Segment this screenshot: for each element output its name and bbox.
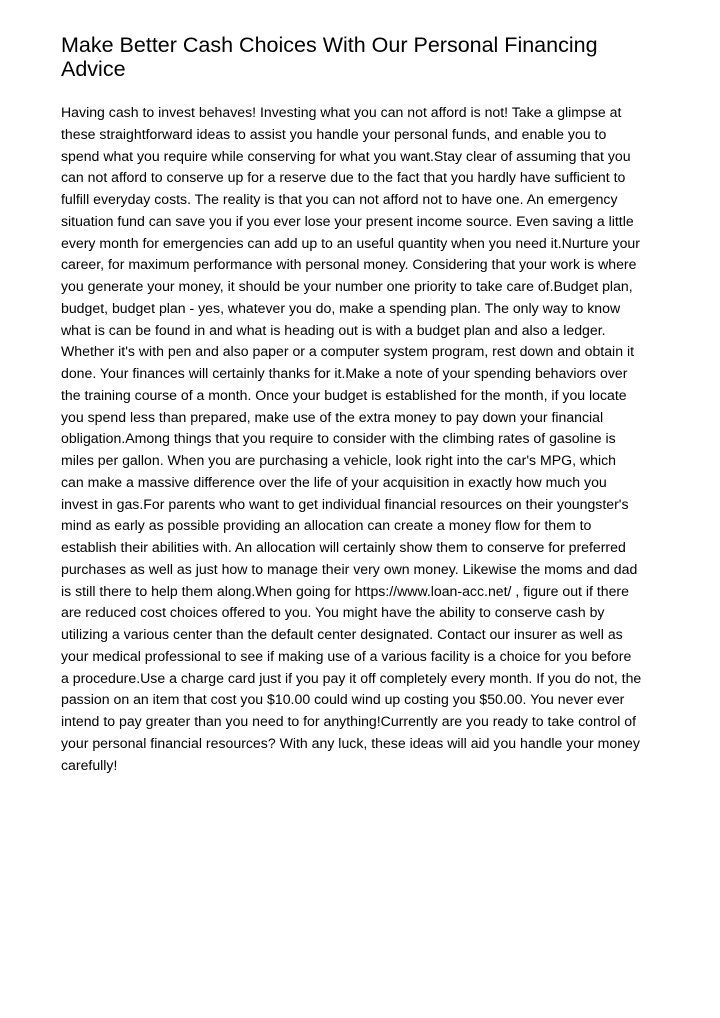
title-line: Advice [61, 57, 126, 81]
document-body [61, 102, 665, 776]
body-line: your medical professional to see if making use of a various facility is a choice for you before [61, 647, 632, 664]
body-line: mind as early as possible providing an allocation can create a money flow for them to [61, 517, 592, 534]
body-line: you generate your money, it should be your number one priority to take care of.Budget plan, [61, 278, 633, 294]
body-line: are reduced cost choices offered to you. You might have the ability to conserve cash by [61, 604, 605, 621]
body-line: invest in gas.For parents who want to get individual financial resources on their youngster's [61, 495, 629, 512]
body-line: intend to pay greater than you need to for anything!Currently are you ready to take control of [61, 713, 637, 729]
body-line: can not afford to conserve up for a reserve due to the fact that you hardly have sufficient to [61, 169, 626, 186]
body-line: passion on an item that cost you $10.00 could wind up costing you $50.00. You never ever [61, 691, 625, 708]
body-line: spend what you require while conserving for what you want.Stay clear of assuming that you [61, 147, 631, 164]
body-line: what is can be found in and what is heading out is with a budget plan and also a ledger. [61, 321, 606, 338]
body-line: utilizing a various center than the default center designated. Contact our insurer as well as [61, 626, 623, 642]
body-line: can make a massive difference over the life of your acquisition in exactly how much you [61, 473, 607, 490]
body-line: budget, budget plan - yes, whatever you do, make a spending plan. The only way to know [61, 299, 621, 316]
body-line: fulfill everyday costs. The reality is that you can not afford not to have one. An emergency [61, 191, 618, 207]
body-line: Whether it's with pen and also paper or a computer system program, rest down and obtain it [61, 343, 634, 360]
body-line: purchases as well as just how to manage their very own money. Likewise the moms and dad [61, 560, 638, 577]
body-line: miles per gallon. When you are purchasing a vehicle, look right into the car's MPG, which [61, 452, 616, 468]
body-line: you spend less than prepared, make use of the extra money to pay down your financial [61, 408, 604, 425]
body-line: done. Your finances will certainly thanks for it.Make a note of your spending behaviors over [61, 365, 628, 381]
body-line: carefully! [61, 756, 118, 773]
body-line: every month for emergencies can add up to an useful quantity when you need it.Nurture your [61, 234, 640, 251]
body-line: situation fund can save you if you ever lose your present income source. Even saving a little [61, 212, 634, 229]
body-line: the training course of a month. Once your budget is established for the month, if you locate [61, 386, 627, 403]
body-line: these straightforward ideas to assist you handle your personal funds, and enable you to [61, 125, 607, 142]
body-line: establish their abilities with. An allocation will certainly show them to conserve for preferred [61, 539, 626, 555]
body-line: is still there to help them along.When going for https://www.loan-acc.net/ , figure out if there [61, 582, 629, 599]
body-line: a procedure.Use a charge card just if you pay it off completely every month. If you do not, the [61, 669, 642, 686]
body-line: career, for maximum performance with personal money. Considering that your work is where [61, 256, 637, 273]
document-title [61, 33, 661, 81]
body-line: Having cash to invest behaves! Investing what you can not afford is not! Take a glimpse at [61, 104, 622, 120]
body-line: your personal financial resources? With any luck, these ideas will aid you handle your money [61, 734, 640, 751]
title-line: Make Better Cash Choices With Our Personal Financing [61, 33, 598, 57]
body-line: obligation.Among things that you require to consider with the climbing rates of gasoline is [61, 430, 616, 447]
